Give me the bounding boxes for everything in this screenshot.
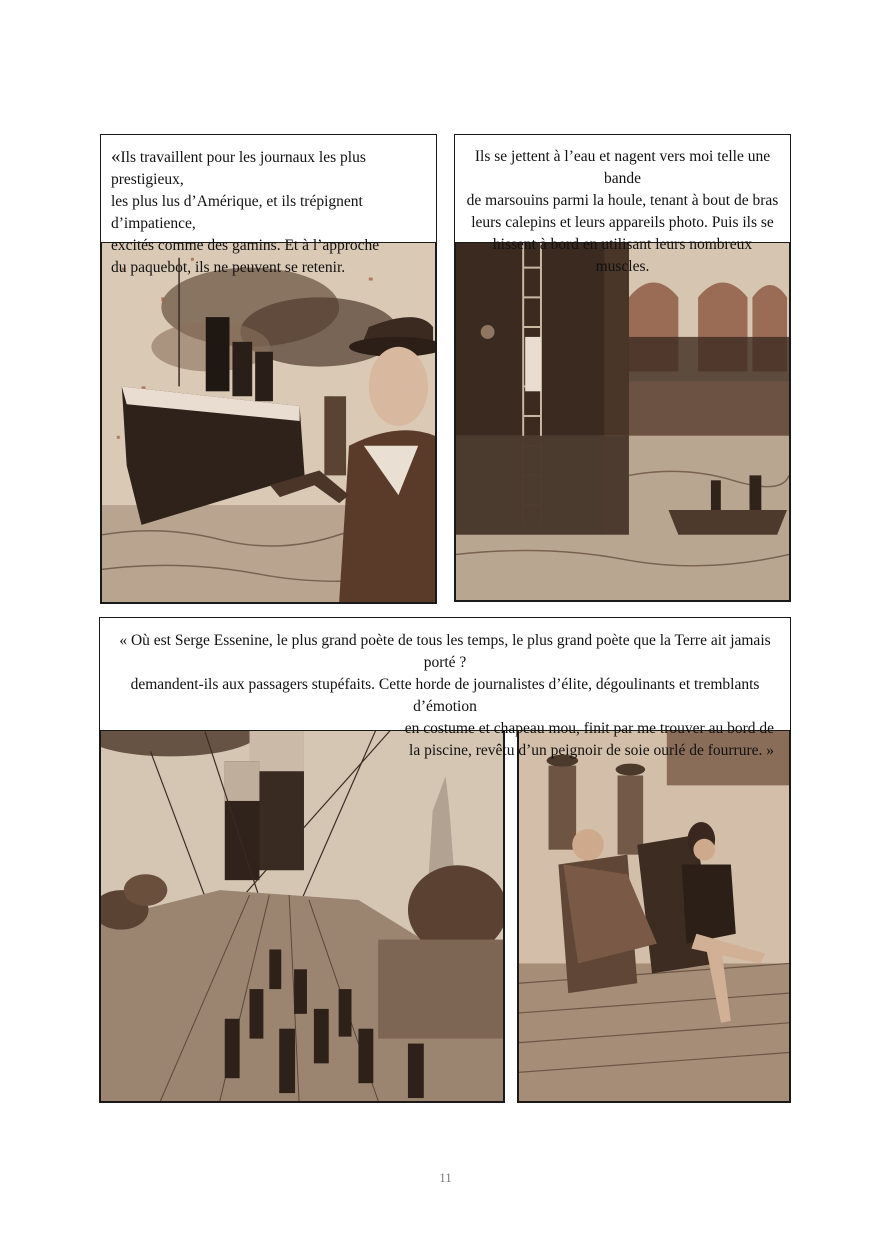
caption-line: les plus lus d’Amérique, et ils trépignent d’impatience, bbox=[111, 193, 363, 232]
caption-line: la piscine, revêtu d’un peignoir de soie ourlé de fourrure. » bbox=[409, 742, 774, 759]
opening-quote: « bbox=[111, 146, 121, 167]
caption-panel-3 bbox=[99, 617, 791, 759]
caption-panel-2 bbox=[454, 134, 791, 275]
page-number: 11 bbox=[439, 1170, 452, 1185]
comic-panel-ocean-liner bbox=[100, 236, 437, 604]
caption-line: de marsouins parmi la houle, tenant à bout de bras bbox=[466, 192, 779, 209]
ladder-hull-illustration bbox=[456, 238, 789, 600]
comic-panel-ladder-hull bbox=[454, 236, 791, 602]
caption-line: du paquebot, ils ne peuvent se retenir. bbox=[111, 259, 346, 276]
caption-line: hissent à bord en utilisant leurs nombreux muscles. bbox=[492, 236, 753, 275]
caption-line: leurs calepins et leurs appareils photo. Puis ils se bbox=[471, 214, 774, 231]
caption-panel-1 bbox=[100, 134, 437, 276]
caption-line: « Où est Serge Essenine, le plus grand poète de tous les temps, le plus grand poète que la Terre ait jamais porté ? bbox=[119, 632, 771, 671]
caption-line: en costume et chapeau mou, finit par me trouver au bord de bbox=[404, 720, 774, 737]
caption-line: Ils se jettent à l’eau et nagent vers moi telle une bande bbox=[474, 148, 771, 187]
comic-panel-deck-chairs bbox=[517, 724, 791, 1103]
caption-line: excités comme des gamins. Et à l’approche bbox=[111, 237, 380, 254]
caption-line: demandent-ils aux passagers stupéfaits. Cette horde de journalistes d’élite, dégoulinants et tremblants d’émotion bbox=[130, 676, 760, 715]
liner-arrival-illustration bbox=[102, 238, 435, 602]
caption-line: Ils travaillent pour les journaux les plus prestigieux, bbox=[111, 149, 366, 188]
deck-chairs-illustration bbox=[519, 726, 789, 1101]
